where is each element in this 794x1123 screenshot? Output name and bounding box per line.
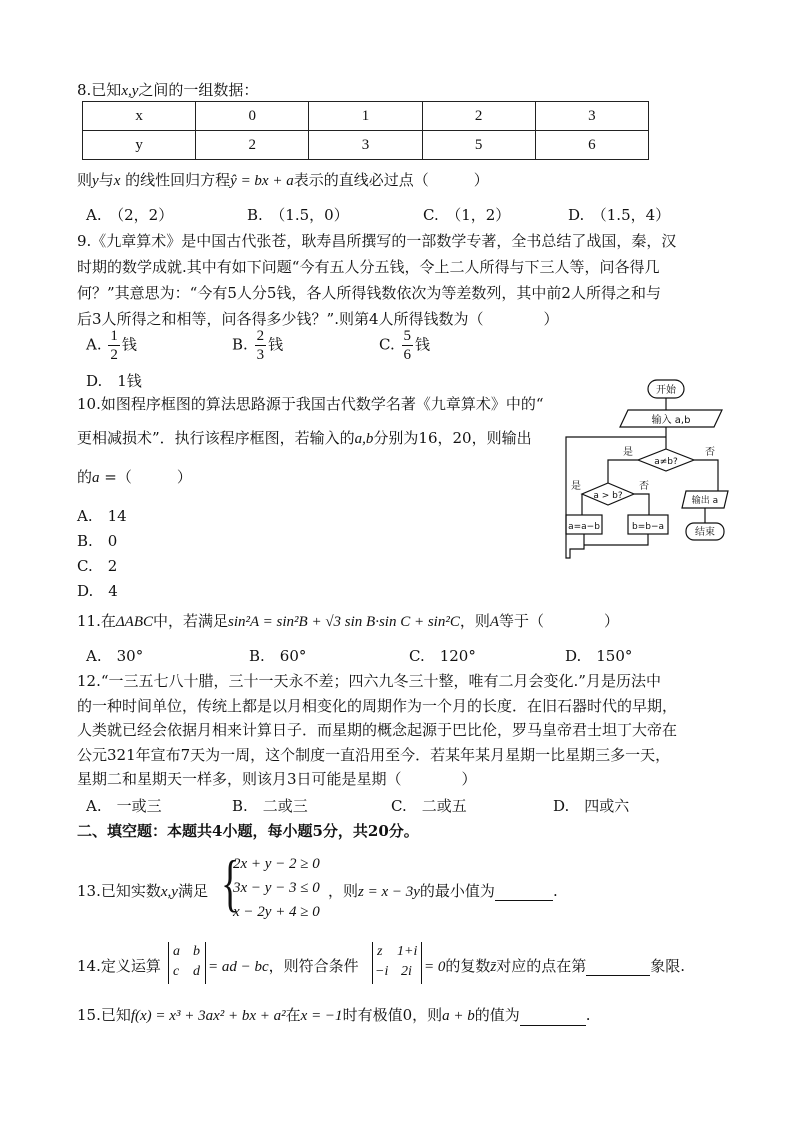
q15-text: . bbox=[585, 1006, 591, 1024]
q10-var: a bbox=[92, 470, 100, 486]
table-cell: 2 bbox=[196, 131, 309, 160]
q9-option-c bbox=[379, 327, 430, 364]
q8-var-x: x bbox=[113, 173, 121, 189]
option-c: C. 120° bbox=[409, 647, 476, 665]
q11-var: A bbox=[489, 614, 500, 630]
option-c: C. 二或五 bbox=[391, 797, 467, 815]
flow-assign2-label: b=b−a bbox=[631, 522, 665, 532]
inequality: 3x − y − 3 ≤ 0 bbox=[233, 880, 320, 896]
q13-text: ，则 bbox=[328, 882, 359, 900]
det-entry: 1+i bbox=[397, 944, 418, 959]
option-label: A. bbox=[86, 335, 102, 354]
q9-line: 后3人所得之和相等，问各得多少钱？”.则第4人所得钱数为（ ） bbox=[77, 310, 559, 328]
flow-output-label: 输出 a bbox=[691, 496, 719, 506]
det-entry: 2i bbox=[401, 964, 412, 979]
q10-text: =（ ） bbox=[99, 468, 192, 486]
denominator: 3 bbox=[256, 347, 265, 363]
table-cell: 1 bbox=[309, 102, 422, 131]
q13-vars: x,y bbox=[160, 884, 178, 900]
option-a: A. （2，2） bbox=[86, 206, 174, 224]
numerator: 5 bbox=[403, 328, 411, 344]
flow-input-label: 输入 a,b bbox=[651, 415, 691, 426]
unit: 钱 bbox=[268, 335, 284, 354]
flow-no-label: 否 bbox=[639, 481, 649, 492]
option-d: D. 150° bbox=[565, 647, 633, 665]
denominator: 6 bbox=[403, 347, 411, 363]
section-heading: 二、填空题：本题共4小题，每小题5分，共20分。 bbox=[77, 822, 419, 840]
det-entry: z bbox=[377, 944, 383, 959]
answer-blank[interactable] bbox=[495, 884, 553, 901]
q14-zbar: z̄ bbox=[490, 959, 497, 975]
inequality: x − 2y + 4 ≥ 0 bbox=[233, 904, 320, 920]
denominator: 2 bbox=[110, 347, 118, 363]
flow-cond2-label: a > b? bbox=[593, 491, 623, 501]
unit: 钱 bbox=[415, 335, 431, 354]
flow-cond1-label: a≠b? bbox=[654, 457, 678, 467]
flow-end-label: 结束 bbox=[695, 527, 715, 538]
q10-text: 的 bbox=[77, 468, 93, 486]
q14-text: 象限. bbox=[650, 957, 686, 975]
answer-blank[interactable] bbox=[586, 959, 650, 976]
q15-text: 时有极值0，则 bbox=[342, 1006, 443, 1024]
q14-text: ，则符合条件 bbox=[268, 957, 359, 975]
q10-flowchart bbox=[562, 377, 742, 567]
q13-expr: z = x − 3y bbox=[358, 884, 420, 900]
q15-text: 15.已知 bbox=[77, 1006, 131, 1024]
option-b: B. （1.5，0） bbox=[247, 206, 349, 224]
q11-stem bbox=[77, 611, 619, 632]
q9-option-a bbox=[86, 327, 137, 364]
q12-line: 的一种时间单位，传统上都是以月相变化的周期作为一个月的长度．在旧石器时代的早期， bbox=[77, 697, 678, 715]
q8-regression-eq: ŷ = bx + a bbox=[230, 173, 294, 189]
q12-line: 人类就已经会依据月相来计算日子．而星期的概念起源于巴比伦，罗马皇帝君士坦丁大帝在 bbox=[77, 721, 678, 739]
q8-data-table bbox=[82, 101, 649, 160]
q14-def: = ad − bc bbox=[208, 959, 269, 975]
table-cell: 6 bbox=[535, 131, 648, 160]
det-entry: b bbox=[193, 944, 200, 959]
q11-text: 中，若满足 bbox=[153, 612, 229, 630]
flow-yes-label: 是 bbox=[571, 481, 581, 492]
q15-function: f(x) = x³ + 3ax² + bx + a² bbox=[130, 1008, 286, 1024]
q8-var-y: y bbox=[92, 173, 99, 189]
q13-text: 13.已知实数 bbox=[77, 882, 161, 900]
q9-option-b bbox=[232, 327, 283, 364]
flow-assign1-label: a=a−b bbox=[568, 522, 600, 532]
q9-line: 何？”其意思为：“今有5人分5钱，各人所得钱数依次为等差数列，其中前2人所得之和与 bbox=[77, 284, 661, 302]
q11-triangle: ΔABC bbox=[115, 614, 153, 630]
q9-option-d: D. 1钱 bbox=[86, 372, 142, 390]
option-a: A. 一或三 bbox=[86, 797, 162, 815]
q11-equation: sin²A = sin²B + √3 sin B·sin C + sin²C bbox=[228, 614, 460, 630]
q13-brace: { bbox=[221, 847, 240, 918]
table-row bbox=[83, 102, 649, 131]
option-b: B. 60° bbox=[249, 647, 307, 665]
flow-yes-label: 是 bbox=[623, 447, 633, 458]
option-a: A. 30° bbox=[86, 647, 144, 665]
q13-text: . bbox=[552, 882, 558, 900]
q9-line: 时期的数学成就.其中有如下问题“今有五人分五钱，令上二人所得与下三人等，问各得几 bbox=[77, 258, 660, 276]
numerator: 2 bbox=[256, 328, 265, 344]
table-cell: y bbox=[83, 131, 196, 160]
option-c: C. （1，2） bbox=[423, 206, 511, 224]
q8-text: 与 bbox=[98, 171, 114, 189]
q8-stem bbox=[77, 80, 258, 101]
table-cell: 5 bbox=[422, 131, 535, 160]
table-cell: x bbox=[83, 102, 196, 131]
option-d: D. 四或六 bbox=[553, 797, 630, 815]
option-b: B. 0 bbox=[77, 532, 118, 550]
q15-text: 在 bbox=[285, 1006, 301, 1024]
unit: 钱 bbox=[121, 335, 137, 354]
inequality: 2x + y − 2 ≥ 0 bbox=[233, 856, 320, 872]
q8-text: 表示的直线必过点（ ） bbox=[293, 171, 489, 189]
table-cell: 2 bbox=[422, 102, 535, 131]
q12-line: 星期二和星期天一样多，则该月3日可能是星期（ ） bbox=[77, 770, 477, 788]
q10-text: 分别为16，20，则输出 bbox=[373, 429, 532, 447]
q11-text: 11.在 bbox=[77, 612, 116, 630]
q14-determinant-def bbox=[168, 942, 206, 984]
option-d: D. 4 bbox=[77, 582, 118, 600]
option-label: C. bbox=[379, 335, 395, 354]
numerator: 1 bbox=[110, 328, 118, 344]
option-d: D. （1.5，4） bbox=[568, 206, 671, 224]
q11-text: 等于（ ） bbox=[499, 612, 620, 630]
q14-text: 14.定义运算 bbox=[77, 957, 161, 975]
q15-text: 的值为 bbox=[474, 1006, 520, 1024]
q10-text: 更相减损术”．执行该程序框图，若输入的 bbox=[77, 429, 355, 447]
table-cell: 3 bbox=[535, 102, 648, 131]
q10-vars: a,b bbox=[354, 431, 374, 447]
q10-line bbox=[77, 467, 192, 488]
fraction bbox=[255, 327, 267, 364]
table-cell: 0 bbox=[196, 102, 309, 131]
fraction bbox=[402, 327, 414, 364]
table-row bbox=[83, 131, 649, 160]
det-entry: −i bbox=[375, 964, 389, 979]
q8-line2 bbox=[77, 170, 489, 191]
q14-determinant-condition bbox=[372, 942, 422, 984]
q8-stem-post: 之间的一组数据： bbox=[138, 81, 259, 99]
q14-mid bbox=[208, 955, 359, 976]
q11-text: ，则 bbox=[459, 612, 490, 630]
option-a: A. 14 bbox=[77, 507, 127, 525]
q14-text: 对应的点在第 bbox=[496, 957, 587, 975]
det-entry: d bbox=[193, 964, 200, 979]
q9-line: 9.《九章算术》是中国古代张苍，耿寿昌所撰写的一部数学专著，全书总结了战国，秦，汉 bbox=[77, 232, 677, 250]
q15-point: x = −1 bbox=[300, 1008, 343, 1024]
option-c: C. 2 bbox=[77, 557, 118, 575]
q14-eq: = 0 bbox=[424, 959, 446, 975]
q14-text: 的复数 bbox=[445, 957, 491, 975]
flow-no-label: 否 bbox=[705, 447, 715, 458]
det-entry: c bbox=[173, 964, 180, 979]
q13-stem-post bbox=[328, 880, 558, 901]
q13-text: 的最小值为 bbox=[419, 882, 495, 900]
q12-line: 公元321年宣布7天为一周，这个制度一直沿用至今．若某年某月星期一比星期三多一天， bbox=[77, 746, 671, 764]
q13-text: 满足 bbox=[177, 882, 208, 900]
det-entry: a bbox=[173, 944, 180, 959]
q15-sum: a + b bbox=[442, 1008, 475, 1024]
q10-line: 10.如图程序框图的算法思路源于我国古代数学名著《九章算术》中的“ bbox=[77, 395, 544, 413]
option-b: B. 二或三 bbox=[232, 797, 308, 815]
table-cell: 3 bbox=[309, 131, 422, 160]
q10-line bbox=[77, 428, 532, 449]
q8-text: 则 bbox=[77, 171, 93, 189]
q8-text: 的线性回归方程 bbox=[120, 171, 231, 189]
q12-line: 12.“一三五七八十腊，三十一天永不差；四六九冬三十整，唯有二月会变化.”月是历法中 bbox=[77, 672, 661, 690]
fraction bbox=[108, 327, 120, 364]
option-label: B. bbox=[232, 335, 248, 354]
q13-stem-pre bbox=[77, 880, 208, 901]
q8-stem-pre: 8.已知 bbox=[77, 81, 122, 99]
flow-start-label: 开始 bbox=[656, 385, 676, 396]
q15-stem bbox=[77, 1005, 591, 1026]
q8-stem-vars: x,y bbox=[121, 83, 139, 99]
answer-blank[interactable] bbox=[520, 1009, 586, 1026]
q14-post bbox=[424, 955, 685, 976]
